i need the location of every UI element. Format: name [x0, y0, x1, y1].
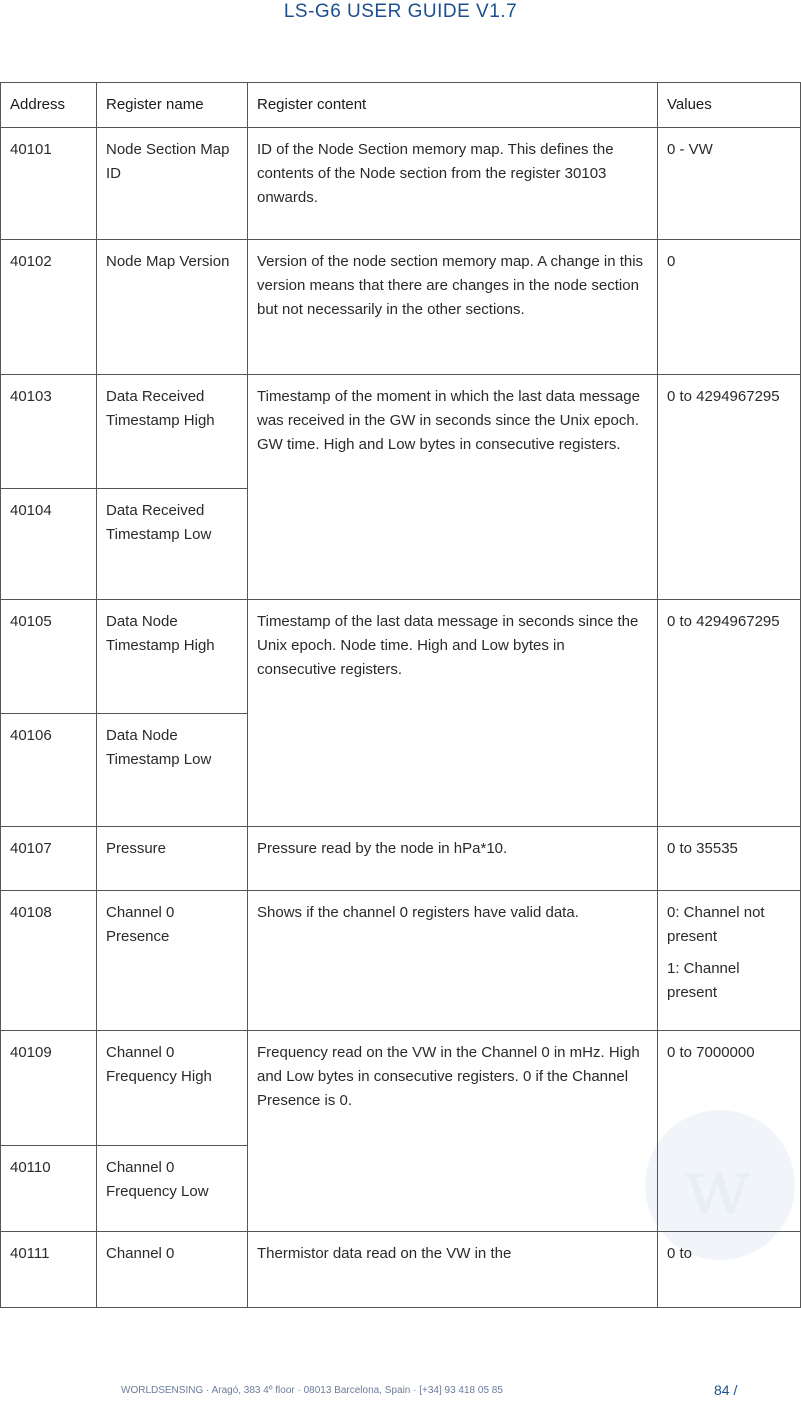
- address-cell: 40104: [1, 489, 97, 600]
- values-cell: 0 to 7000000: [658, 1031, 801, 1232]
- values-cell: 0: [658, 240, 801, 375]
- values-cell: 0 to: [658, 1232, 801, 1308]
- register-name-cell: Node Map Version: [97, 240, 248, 375]
- address-cell: 40105: [1, 600, 97, 714]
- values-cell: 0 - VW: [658, 128, 801, 240]
- register-name-cell: Channel 0 Frequency High: [97, 1031, 248, 1146]
- register-name-cell: Data Node Timestamp Low: [97, 714, 248, 827]
- table-row: [1, 375, 801, 489]
- column-header-register-name: Register name: [97, 83, 248, 128]
- register-content-cell: Pressure read by the node in hPa*10.: [248, 827, 658, 891]
- register-table: [0, 82, 801, 1308]
- table-row: [1, 891, 801, 1031]
- address-cell: 40109: [1, 1031, 97, 1146]
- address-cell: 40102: [1, 240, 97, 375]
- column-header-values: Values: [658, 83, 801, 128]
- value-line: 1: Channel present: [667, 960, 740, 1001]
- register-name-cell: Pressure: [97, 827, 248, 891]
- table-header-row: [1, 83, 801, 128]
- watermark-logo: w: [645, 1110, 795, 1260]
- values-cell: [658, 891, 801, 1031]
- values-cell: 0 to 4294967295: [658, 375, 801, 600]
- register-name-cell: Channel 0: [97, 1232, 248, 1308]
- address-cell: 40107: [1, 827, 97, 891]
- footer-address: WORLDSENSING · Aragó, 383 4º floor · 08013 Barcelona, Spain · [+34] 93 418 05 85: [121, 1385, 503, 1396]
- column-header-address: Address: [1, 83, 97, 128]
- address-cell: 40101: [1, 128, 97, 240]
- table-row: [1, 1232, 801, 1308]
- register-name-cell: Node Section Map ID: [97, 128, 248, 240]
- value-line: 0: Channel not present: [667, 904, 765, 945]
- register-content-cell: Timestamp of the moment in which the last data message was received in the GW in seconds since the Unix epoch. GW time. High and Low bytes in consecutive registers.: [248, 375, 658, 600]
- register-name-cell: Data Node Timestamp High: [97, 600, 248, 714]
- document-title: LS-G6 USER GUIDE V1.7: [283, 1, 518, 22]
- table-row: [1, 600, 801, 714]
- register-content-cell: Version of the node section memory map. A change in this version means that there are changes in the node section but not necessarily in the other sections.: [248, 240, 658, 375]
- column-header-register-content: Register content: [248, 83, 658, 128]
- table-row: [1, 1031, 801, 1146]
- address-cell: 40106: [1, 714, 97, 827]
- table-row: [1, 240, 801, 375]
- register-content-cell: Frequency read on the VW in the Channel 0 in mHz. High and Low bytes in consecutive registers. 0 if the Channel Presence is 0.: [248, 1031, 658, 1232]
- register-name-cell: Channel 0 Frequency Low: [97, 1146, 248, 1232]
- address-cell: 40110: [1, 1146, 97, 1232]
- register-content-cell: Thermistor data read on the VW in the: [248, 1232, 658, 1308]
- table-row: [1, 827, 801, 891]
- register-content-cell: Shows if the channel 0 registers have valid data.: [248, 891, 658, 1031]
- address-cell: 40111: [1, 1232, 97, 1308]
- register-content-cell: ID of the Node Section memory map. This defines the contents of the Node section from the register 30103 onwards.: [248, 128, 658, 240]
- address-cell: 40103: [1, 375, 97, 489]
- register-name-cell: Channel 0 Presence: [97, 891, 248, 1031]
- address-cell: 40108: [1, 891, 97, 1031]
- values-cell: 0 to 35535: [658, 827, 801, 891]
- register-content-cell: Timestamp of the last data message in seconds since the Unix epoch. Node time. High and Low bytes in consecutive registers.: [248, 600, 658, 827]
- register-name-cell: Data Received Timestamp High: [97, 375, 248, 489]
- table-row: [1, 128, 801, 240]
- values-cell: 0 to 4294967295: [658, 600, 801, 827]
- page-number: 84 /: [714, 1382, 738, 1398]
- register-name-cell: Data Received Timestamp Low: [97, 489, 248, 600]
